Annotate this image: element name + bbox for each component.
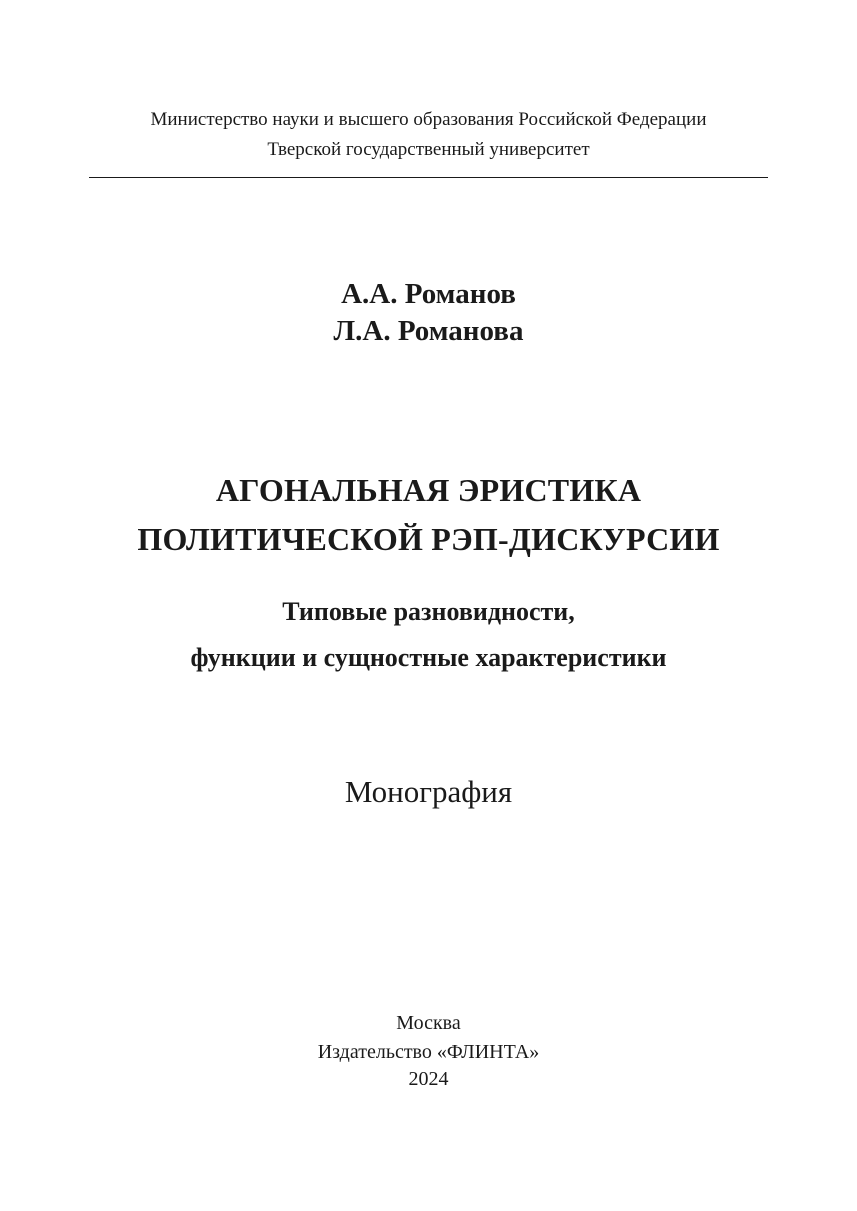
university-name: Тверской государственный университет <box>267 139 590 160</box>
header-divider <box>89 177 768 178</box>
book-title-line: АГОНАЛЬНАЯ ЭРИСТИКА <box>215 472 642 508</box>
author-name: Л.А. Романова <box>333 315 524 347</box>
publication-genre: Монография <box>344 774 513 809</box>
imprint-city: Москва <box>396 1012 461 1034</box>
book-title-line: ПОЛИТИЧЕСКОЙ РЭП-ДИСКУРСИИ <box>137 521 720 557</box>
book-subtitle-line: Типовые разновидности, <box>282 597 575 626</box>
ministry-name: Министерство науки и высшего образования Российской Федерации <box>150 109 707 130</box>
imprint-year: 2024 <box>408 1068 449 1090</box>
book-subtitle-line: функции и сущностные характеристики <box>190 643 667 672</box>
imprint-publisher: Издательство «ФЛИНТА» <box>317 1041 540 1063</box>
author-name: А.А. Романов <box>341 278 516 310</box>
